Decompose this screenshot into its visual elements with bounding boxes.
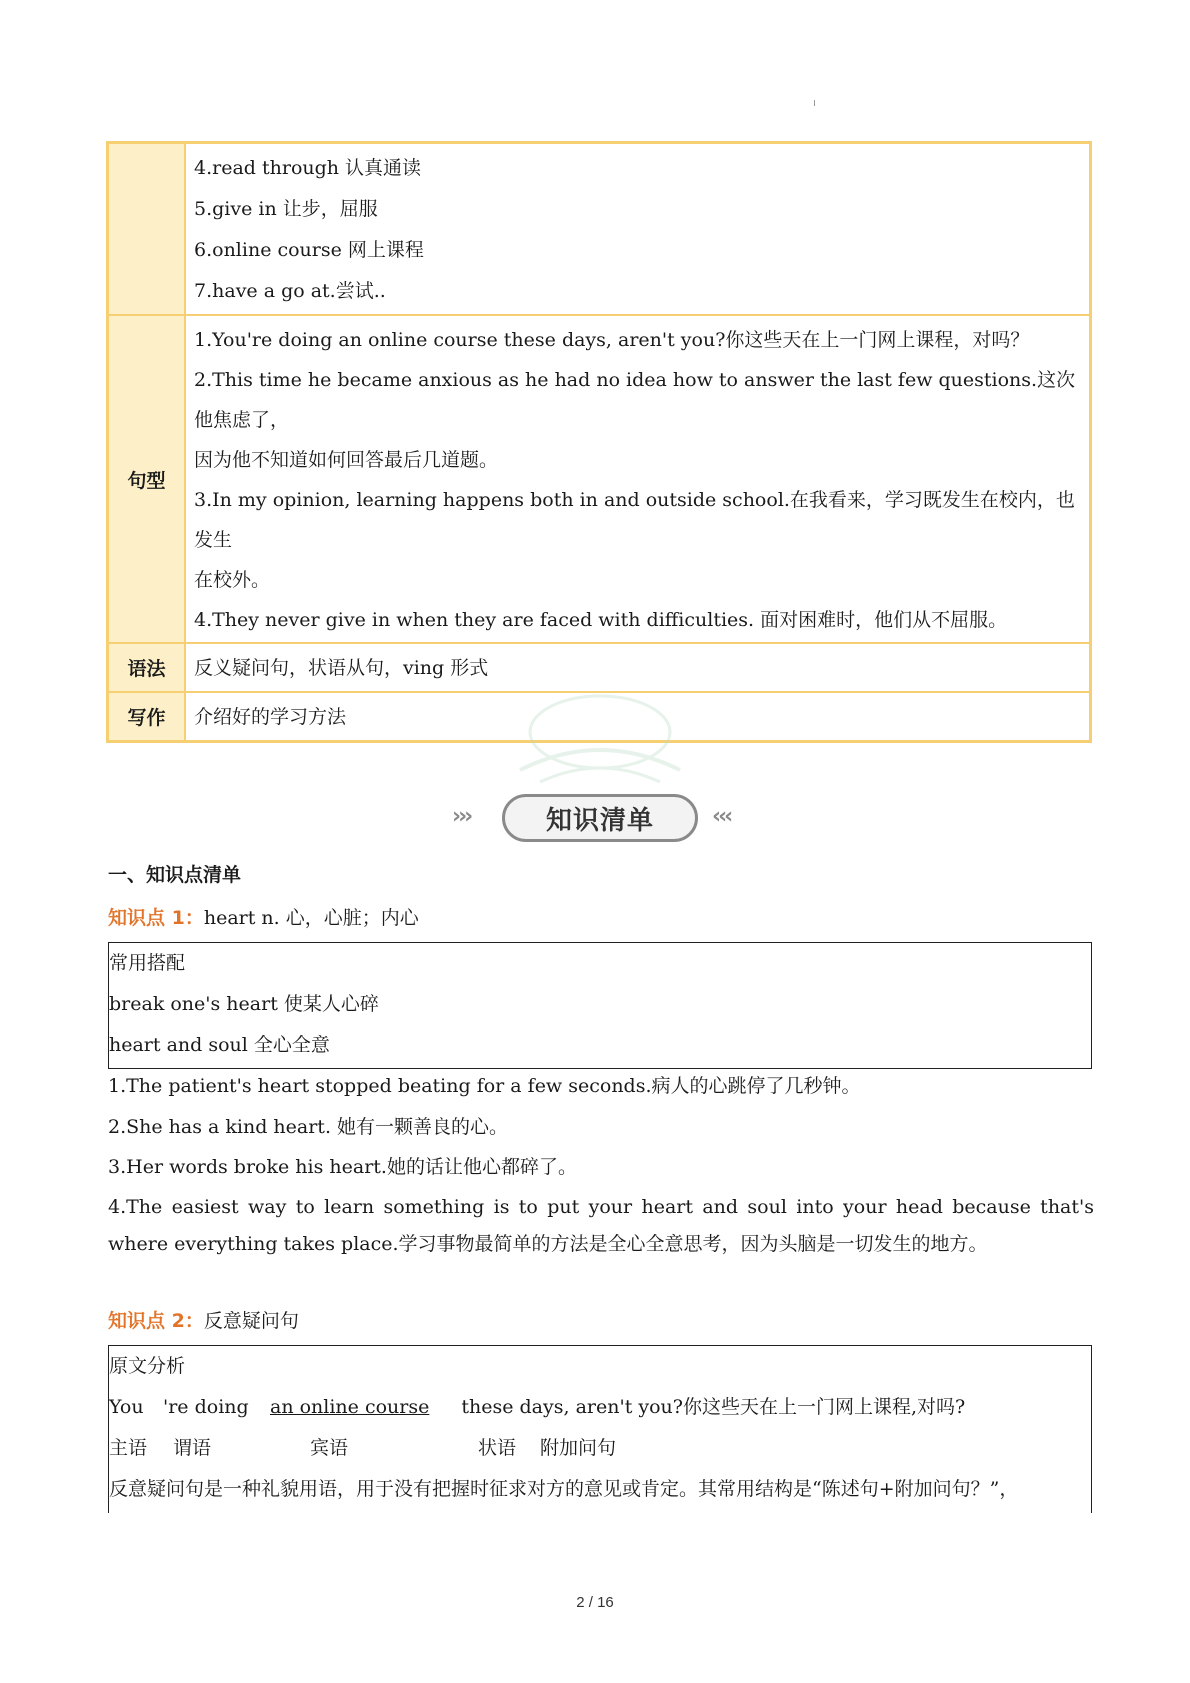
kp2-analysis-box xyxy=(108,1345,1092,1513)
sentence-line: 3.In my opinion, learning happens both in and outside school.在我看来，学习既发生在校内，也发生 xyxy=(194,489,1075,551)
page-number: 2 / 16 xyxy=(576,1594,614,1611)
sentence-verb: 're doing xyxy=(163,1396,249,1418)
role-verb: 谓语 xyxy=(173,1437,212,1459)
box-line: 常用搭配 xyxy=(109,952,186,974)
analysis-roles xyxy=(109,1428,1091,1469)
writing-line: 介绍好的学习方法 xyxy=(194,706,347,728)
kp1-collocation-box xyxy=(108,942,1092,1069)
example-sentence: 1.The patient's heart stopped beating for a few seconds.病人的心跳停了几秒钟。 xyxy=(108,1075,861,1097)
kp1-label: 知识点 1： xyxy=(108,907,204,929)
kp2-label: 知识点 2： xyxy=(108,1310,204,1332)
grammar-line: 反义疑问句，状语从句，ving 形式 xyxy=(194,657,489,679)
example-sentence: 3.Her words broke his heart.她的话让他心都碎了。 xyxy=(108,1156,577,1178)
sentence-adverbial: these days, xyxy=(461,1396,570,1418)
summary-row-head xyxy=(109,144,186,314)
sentence-line: 在校外。 xyxy=(194,569,271,591)
sentence-tag: aren't you?你这些天在上一门网上课程,对吗? xyxy=(575,1396,966,1418)
kp1-heading xyxy=(108,903,419,930)
role-object: 宾语 xyxy=(310,1437,349,1459)
sentence-line: 因为他不知道如何回答最后几道题。 xyxy=(194,449,499,471)
banner-left-arrows: ››› xyxy=(452,804,471,829)
phrase-line: 4.read through 认真通读 xyxy=(194,157,422,179)
example-sentence: 2.She has a kind heart. 她有一颗善良的心。 xyxy=(108,1116,509,1138)
summary-row-phrases xyxy=(109,144,1089,314)
summary-row-head: 写作 xyxy=(109,693,186,740)
banner-title: 知识清单 xyxy=(502,794,698,842)
analysis-title: 原文分析 xyxy=(109,1355,186,1377)
sentence-line: 2.This time he became anxious as he had no idea how to answer the last few questions.这次他焦虑了， xyxy=(194,369,1076,431)
sentence-object: an online course xyxy=(270,1396,430,1418)
kp2-heading xyxy=(108,1306,299,1333)
role-adverbial: 状语 xyxy=(478,1437,517,1459)
role-tag: 附加问句 xyxy=(540,1437,617,1459)
box-line: break one's heart 使某人心碎 xyxy=(109,993,379,1015)
kp1-text: heart n. 心，心脏；内心 xyxy=(203,907,419,929)
summary-row-sentences xyxy=(109,314,1089,642)
analysis-sentence xyxy=(109,1387,1091,1428)
sentence-line: 4.They never give in when they are faced with difficulties. 面对困难时，他们从不屈服。 xyxy=(194,609,1008,631)
phrase-line: 6.online course 网上课程 xyxy=(194,239,424,261)
watermark-logo xyxy=(480,670,720,800)
phrase-line: 7.have a go at.尝试.. xyxy=(194,280,386,302)
sentence-subject: You xyxy=(109,1396,144,1418)
role-subject: 主语 xyxy=(109,1437,148,1459)
summary-table xyxy=(106,141,1092,743)
summary-row-body xyxy=(186,316,1089,642)
summary-row-head: 句型 xyxy=(109,316,186,642)
example-sentence: 4.The easiest way to learn something is to put your heart and soul into your head because that's where everything takes place.学习事物最简单的方法是全心全意思考，因为头脑是一切发生的地方。 xyxy=(108,1196,1094,1255)
analysis-explanation: 反意疑问句是一种礼貌用语，用于没有把握时征求对方的意见或肯定。其常用结构是“陈述句+附加问句？”， xyxy=(109,1478,1019,1500)
header-mark xyxy=(814,100,815,106)
summary-row-body xyxy=(186,144,1089,314)
section-title: 一、知识点清单 xyxy=(108,864,242,886)
summary-row-head: 语法 xyxy=(109,644,186,691)
kp2-text: 反意疑问句 xyxy=(203,1310,299,1332)
phrase-line: 5.give in 让步，屈服 xyxy=(194,198,378,220)
banner-right-arrows: ‹‹‹ xyxy=(712,804,731,829)
section-banner xyxy=(450,790,750,850)
sentence-line: 1.You're doing an online course these days, aren't you?你这些天在上一门网上课程，对吗？ xyxy=(194,329,1030,351)
box-line: heart and soul 全心全意 xyxy=(109,1034,330,1056)
